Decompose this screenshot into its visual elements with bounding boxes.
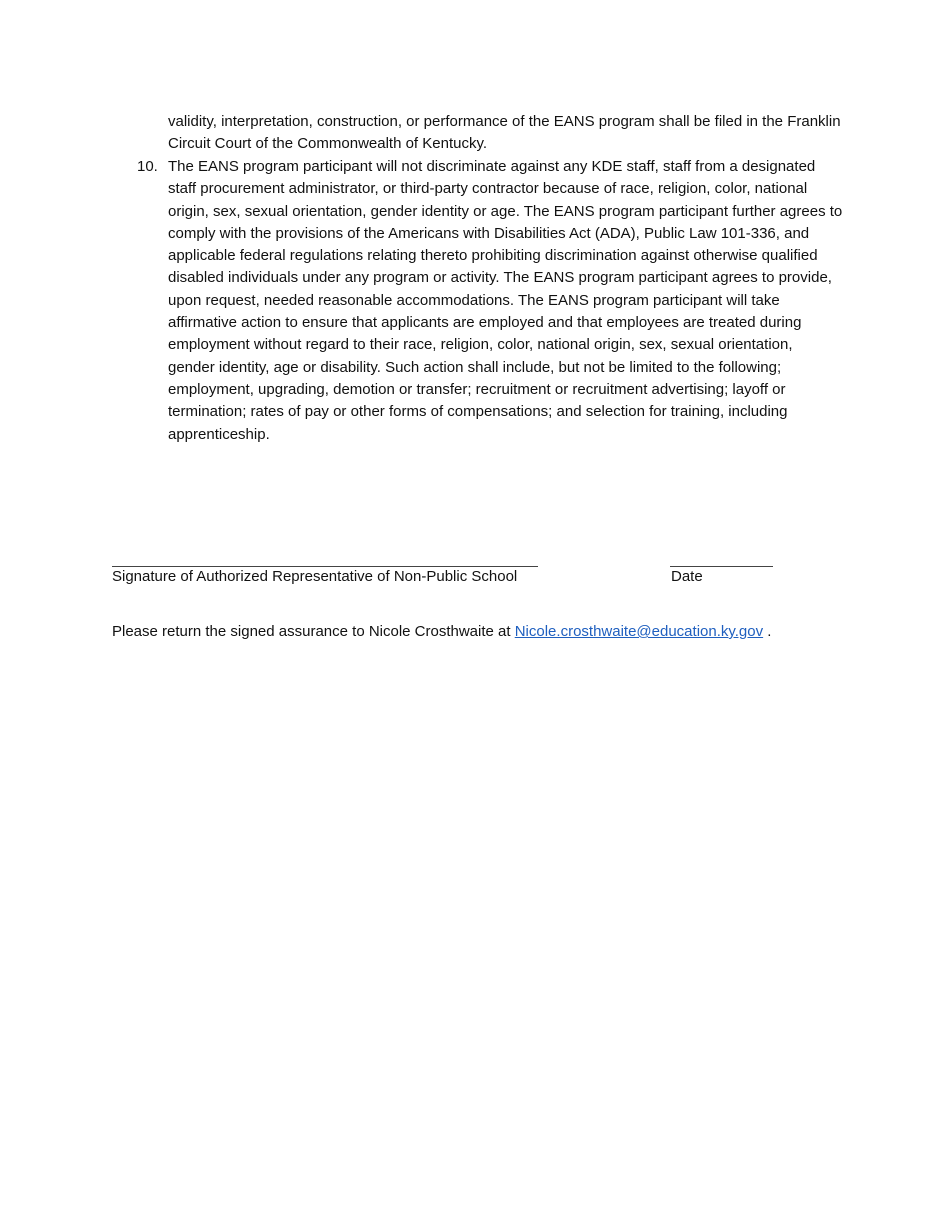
continuation-paragraph: validity, interpretation, construction, or performance of the EANS program shall be filed in the Franklin Circuit Court of the Commonwealth of Kentucky. bbox=[168, 113, 841, 153]
date-label: Date bbox=[671, 568, 703, 585]
email-link[interactable]: Nicole.crosthwaite@education.ky.gov bbox=[514, 623, 764, 640]
list-item-text: The EANS program participant will not discriminate against any KDE staff, staff from a designated staff procurement administrator, or third-party contractor because of race, religion, color, national origin, sex, sexual orientation, gender identity or age. The EANS program participant further agrees to comply with the provisions of the Americans with Disabilities Act (ADA), Public Law 101-336, and applicable federal regulations relating thereto prohibiting discrimination against otherwise qualified disabled individuals under any program or activity. The EANS program participant agrees to provide, upon request, needed reasonable accommodations. The EANS program participant will take affirmative action to ensure that applicants are employed and that employees are treated during employment without regard to their race, religion, color, national origin, sex, sexual orientation, gender identity, age or disability. Such action shall include, but not be limited to the following; employment, upgrading, demotion or transfer; recruitment or recruitment advertising; layoff or termination; rates of pay or other forms of compensations; and selection for training, including apprenticeship. bbox=[168, 158, 843, 443]
signature-label: Signature of Authorized Representative of Non-Public School bbox=[112, 568, 518, 585]
list-item-number: 10. bbox=[137, 158, 158, 175]
return-notice-prefix: Please return the signed assurance to Nicole Crosthwaite at bbox=[112, 623, 515, 640]
return-notice-suffix: . bbox=[763, 623, 772, 640]
return-notice bbox=[112, 622, 771, 642]
